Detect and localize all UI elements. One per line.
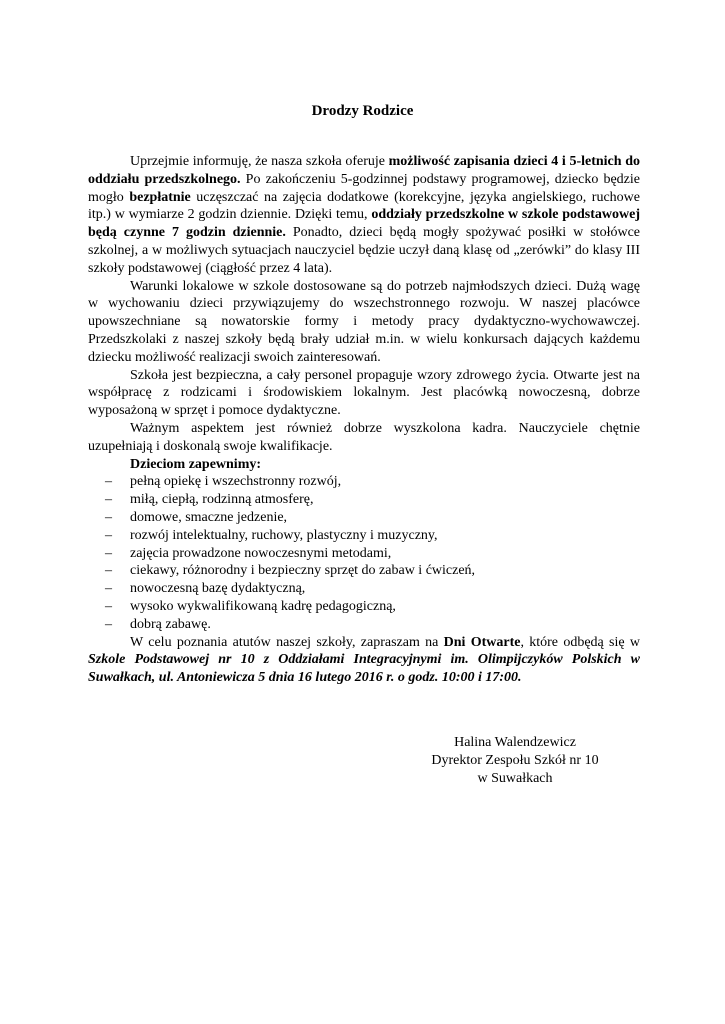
paragraph-offer xyxy=(88,153,640,278)
list-item-text: domowe, smaczne jedzenie, xyxy=(130,509,288,525)
list-item-text: zajęcia prowadzone nowoczesnymi metodami, xyxy=(130,545,392,561)
list-item xyxy=(88,580,640,598)
paragraph-staff: Ważnym aspektem jest również dobrze wyszkolona kadra. Nauczyciele chętnie uzupełniają i doskonalą swoje kwalifikacje. xyxy=(88,420,640,454)
list-item xyxy=(88,562,640,580)
dash-bullet: – xyxy=(105,509,112,525)
p1-text-g: Ponadto, dzieci będą mogły spożywać posiłki w stołówce szkolnej, a w możliwych sytuacjach nauczyciel będzie uczył daną klasę od „zerówki” do klasy III szkoły podstawowej (ciągłość przez 4 lata). xyxy=(88,225,640,276)
dash-bullet: – xyxy=(105,598,112,614)
p5-school-address: Szkole Podstawowej nr 10 z Oddziałami Integracyjnymi im. Olimpijczyków Polskich w Suwałkach, ul. Antoniewicza 5 dnia 16 lutego 2016 r. o godz. 10:00 i 17:00. xyxy=(88,652,640,686)
dash-bullet: – xyxy=(105,474,112,490)
dash-bullet: – xyxy=(105,492,112,508)
p5-bold-open-days: Dni Otwarte xyxy=(443,634,521,650)
letter-title: Drodzy Rodzice xyxy=(311,103,414,119)
paragraph-invitation xyxy=(88,634,640,687)
p1-bold-free: bezpłatnie xyxy=(129,189,191,205)
signature-role: Dyrektor Zespołu Szkół nr 10 xyxy=(431,753,599,768)
list-item xyxy=(88,527,640,545)
p1-text-e: uczęszczać na zajęcia dodatkowe (korekcyjne, języka angielskiego, ruchowe itp.) w wymiarze 2 godzin dziennie. Dzięki temu, xyxy=(88,189,640,223)
p5-text-c: , które odbędą się w xyxy=(520,634,640,650)
list-item xyxy=(88,545,640,563)
p5-text-a: W celu poznania atutów naszej szkoły, zapraszam na xyxy=(130,634,444,650)
dash-bullet: – xyxy=(105,616,112,632)
list-item xyxy=(88,509,640,527)
p1-bold-offer: możliwość zapisania dzieci 4 i 5-letnich do oddziału przedszkolnego. xyxy=(88,154,640,187)
signature-place: w Suwałkach xyxy=(477,771,553,786)
dash-bullet: – xyxy=(105,563,112,579)
paragraph-safety: Szkoła jest bezpieczna, a cały personel propaguje wzory zdrowego życia. Otwarte jest na współpracę z rodzicami i środowiskiem lokalnym. Jest placówką nowoczesną, dobrze wyposażoną w sprzęt i pomoce dydaktyczne. xyxy=(88,367,640,419)
list-item-text: miłą, ciepłą, rodzinną atmosferę, xyxy=(130,492,314,508)
dash-bullet: – xyxy=(105,527,112,543)
list-item xyxy=(88,598,640,616)
list-item-text: dobrą zabawę. xyxy=(130,616,211,632)
list-item xyxy=(88,473,640,491)
dash-bullet: – xyxy=(105,545,112,561)
list-item-text: ciekawy, różnorodny i bezpieczny sprzęt do zabaw i ćwiczeń, xyxy=(130,563,476,579)
list-item xyxy=(88,616,640,634)
list-item-text: nowoczesną bazę dydaktyczną, xyxy=(130,581,306,597)
signature-block xyxy=(410,734,620,788)
benefits-list xyxy=(88,473,640,633)
p1-text-a: Uprzejmie informuję, że nasza szkoła oferuje xyxy=(130,154,389,169)
p1-text-c: Po zakończeniu 5-godzinnej podstawy programowej, dziecko będzie mogło xyxy=(88,171,640,205)
p1-bold-hours: oddziały przedszkolne w szkole podstawowej będą czynne 7 godzin dziennie. xyxy=(88,207,640,241)
list-item xyxy=(88,491,640,509)
dash-bullet: – xyxy=(105,581,112,597)
signature-name: Halina Walendzewicz xyxy=(454,735,576,750)
list-heading: Dzieciom zapewnimy: xyxy=(130,456,262,472)
paragraph-conditions: Warunki lokalowe w szkole dostosowane są do potrzeb najmłodszych dzieci. Dużą wagę w wychowaniu dzieci przywiązujemy do wszechstronnego rozwoju. W naszej placówce upowszechniane są nowatorskie formy i metody pracy dydaktyczno-wychowawczej. Przedszkolaki z naszej szkoły będą brały udział m.in. w wielu konkursach dających każdemu dziecku możliwość realizacji swoich zainteresowań. xyxy=(88,278,640,365)
list-item-text: wysoko wykwalifikowaną kadrę pedagogiczną, xyxy=(130,598,396,614)
list-item-text: rozwój intelektualny, ruchowy, plastyczny i muzyczny, xyxy=(130,527,438,543)
letter-body xyxy=(88,153,640,687)
list-item-text: pełną opiekę i wszechstronny rozwój, xyxy=(130,474,342,490)
